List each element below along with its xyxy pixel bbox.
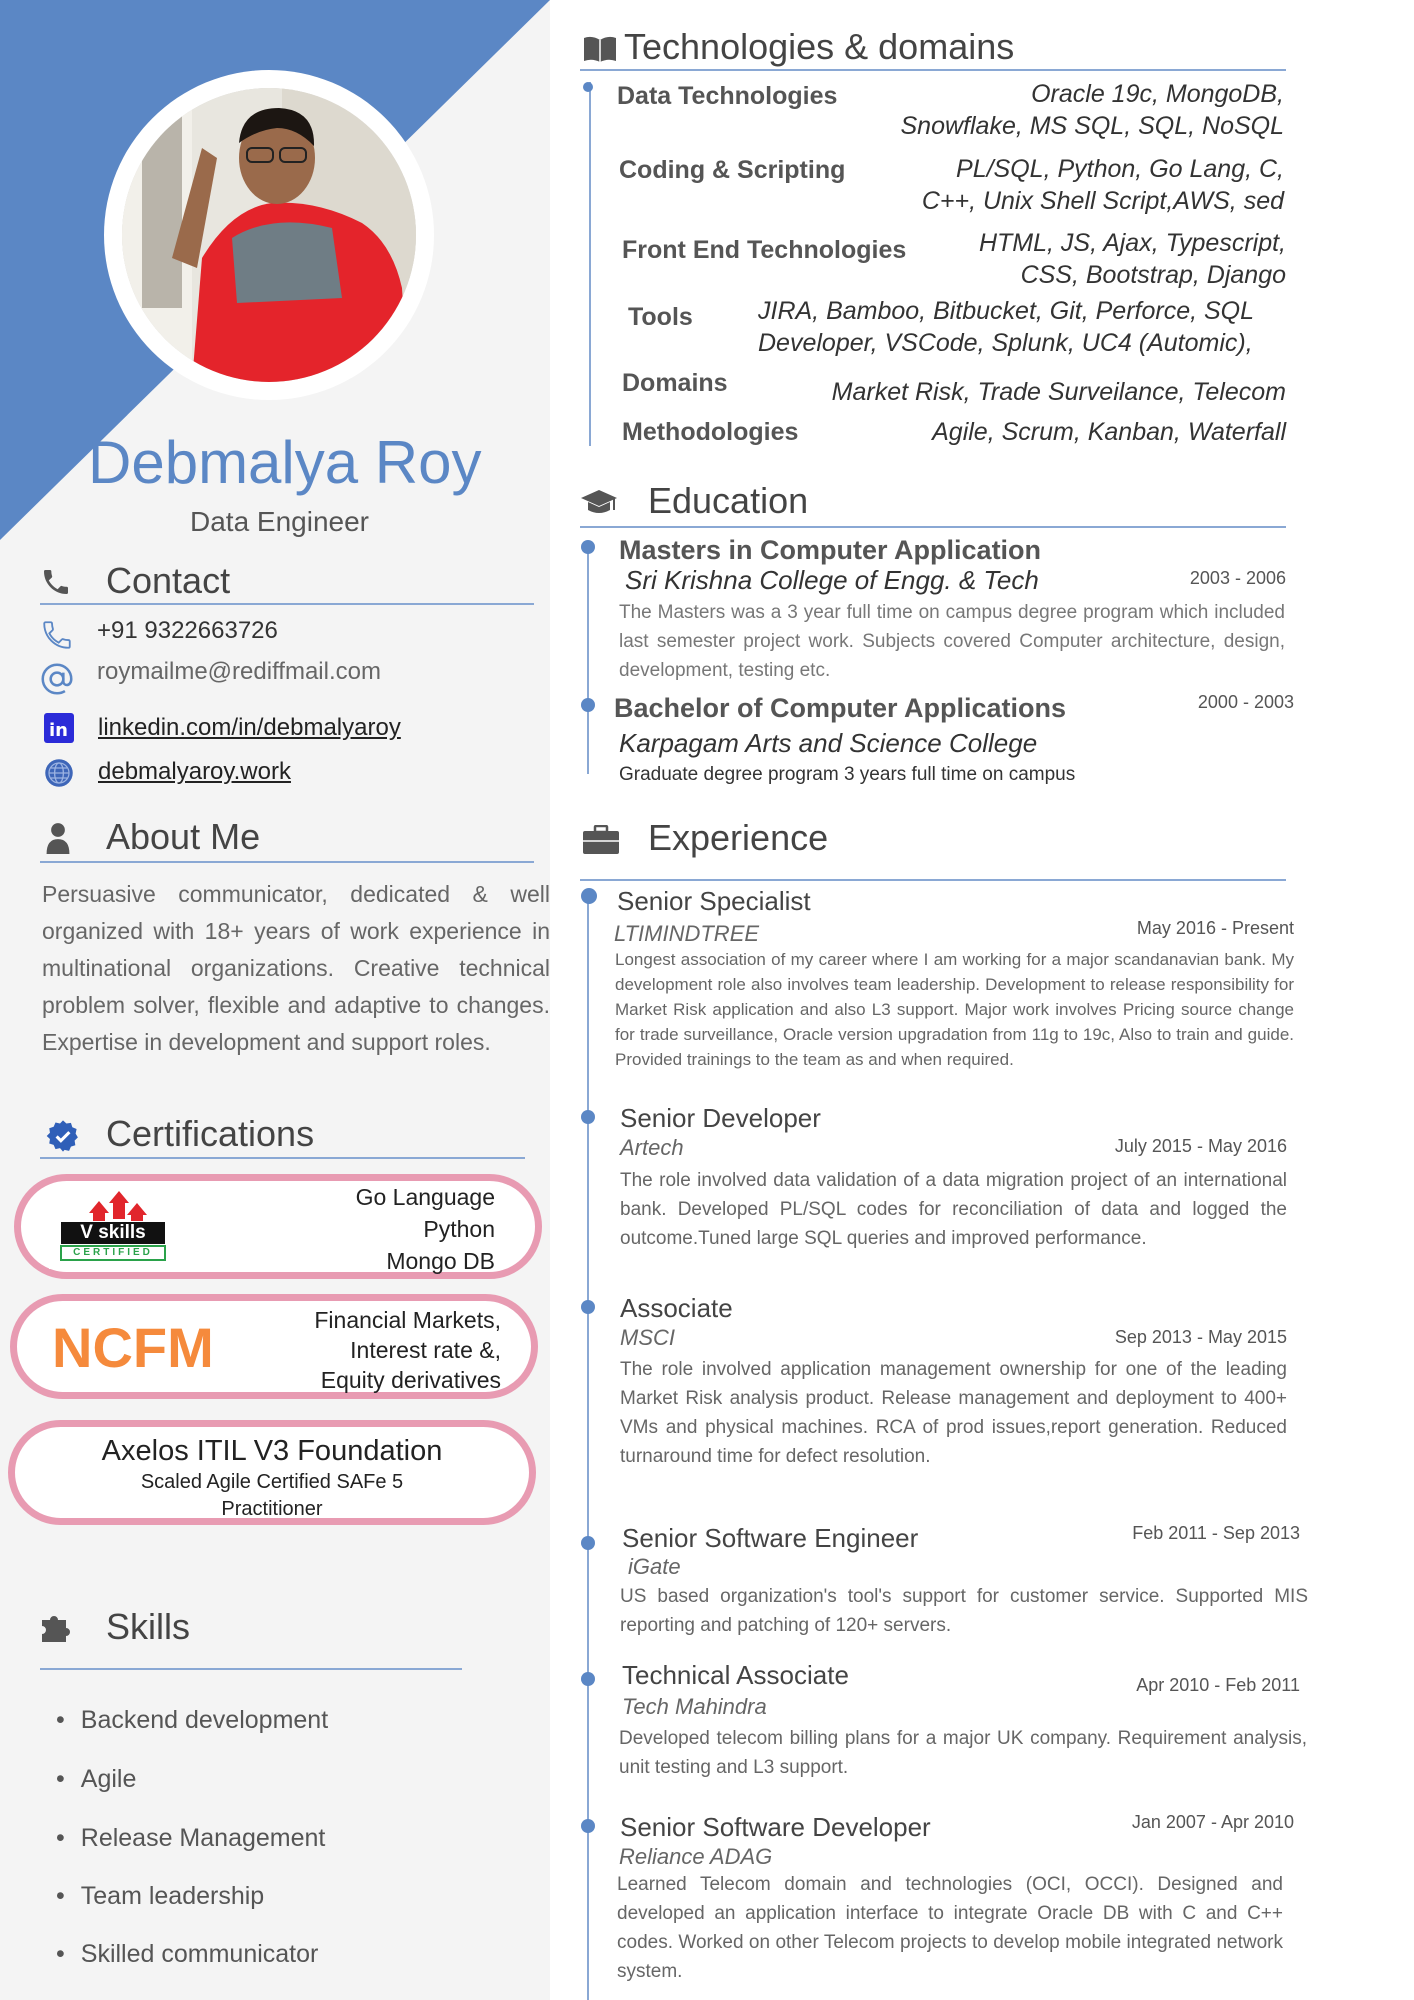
job-description: US based organization's tool's support for customer service. Supported MIS reporting and patching of 120+ servers.	[620, 1586, 1308, 1636]
contact-title: Contact	[106, 560, 231, 601]
linkedin-link[interactable]: linkedin.com/in/debmalyaroy	[98, 714, 401, 741]
education-title: Education	[648, 480, 809, 521]
job-dates: Apr 2010 - Feb 2011	[1136, 1675, 1300, 1695]
job-dates: Sep 2013 - May 2015	[1114, 1327, 1287, 1347]
timeline-dot	[581, 1819, 595, 1833]
tech-value	[922, 153, 1284, 217]
job-dates: Feb 2011 - Sep 2013	[1132, 1523, 1300, 1543]
tech-value: Agile, Scrum, Kanban, Waterfall	[932, 418, 1286, 446]
skill-item: • Release Management	[56, 1824, 325, 1853]
certifications-title: Certifications	[106, 1113, 315, 1154]
experience-divider	[580, 879, 1286, 881]
edu-description: Graduate degree program 3 years full time on campus	[619, 764, 1076, 785]
certifications-divider	[40, 1157, 525, 1159]
cert-line: Python	[423, 1216, 495, 1242]
about-title: About Me	[106, 816, 261, 857]
edu-dates: 2003 - 2006	[1189, 568, 1286, 588]
job-dates: May 2016 - Present	[1136, 918, 1294, 938]
edu-description: The Masters was a 3 year full time on campus degree program which included last semester project work. Subjects covered Computer architecture, design, development, testing etc.	[619, 602, 1285, 681]
tech-value-line: Developer, VSCode, Splunk, UC4 (Automic),	[758, 329, 1253, 357]
experience-timeline	[587, 896, 589, 2000]
skill-item: • Backend development	[56, 1706, 328, 1735]
edu-school: Sri Krishna College of Engg. & Tech	[625, 565, 1039, 595]
phone-outline-icon	[40, 618, 74, 652]
timeline-dot	[581, 1536, 595, 1550]
tech-value-line: Oracle 19c, MongoDB,	[1031, 80, 1284, 108]
cert-line: Go Language	[355, 1184, 495, 1210]
ncfm-logo: NCFM	[52, 1316, 214, 1379]
job-dates: July 2015 - May 2016	[1114, 1136, 1287, 1156]
tech-label: Tools	[628, 303, 693, 331]
job-company: iGate	[628, 1554, 681, 1579]
tech-label: Methodologies	[622, 418, 799, 446]
about-text: Persuasive communicator, dedicated & well organized with 18+ years of work experience in multinational organizations. Creative technical problem solver, flexible and adaptive to changes. Expertise in development and support roles.	[42, 881, 550, 1055]
person-role: Data Engineer	[190, 506, 370, 537]
timeline-dot	[581, 1110, 595, 1124]
skills-divider	[40, 1668, 462, 1670]
technologies-title: Technologies & domains	[624, 26, 1015, 67]
tech-value-line: JIRA, Bamboo, Bitbucket, Git, Perforce, SQL	[758, 297, 1255, 325]
education-divider	[580, 526, 1286, 528]
linkedin-icon	[44, 713, 74, 743]
job-company: Reliance ADAG	[619, 1844, 773, 1869]
job-description: Developed telecom billing plans for a major UK company. Requirement analysis, unit testing and L3 support.	[619, 1728, 1307, 1778]
edu-degree: Bachelor of Computer Applications	[614, 693, 1067, 723]
cert-vskills-lines	[356, 1181, 495, 1277]
job-title: Associate	[620, 1293, 733, 1323]
svg-text:in: in	[49, 720, 68, 741]
email-at-icon	[38, 660, 76, 698]
tech-value-line: C++, Unix Shell Script,AWS, sed	[921, 187, 1284, 215]
skill-item: • Skilled communicator	[56, 1940, 318, 1969]
cert-line: Financial Markets,	[314, 1307, 501, 1333]
tech-value-line: HTML, JS, Ajax, Typescript,	[978, 229, 1286, 257]
tech-label: Front End Technologies	[622, 236, 907, 264]
tech-value	[758, 295, 1254, 359]
job-company: MSCI	[620, 1325, 675, 1350]
timeline-dot	[581, 888, 597, 904]
job-company: Tech Mahindra	[622, 1694, 767, 1719]
job-title: Technical Associate	[622, 1660, 849, 1690]
tech-value	[901, 78, 1285, 142]
timeline-dot	[581, 1300, 595, 1314]
tech-value-line: CSS, Bootstrap, Django	[1020, 261, 1286, 289]
book-icon	[582, 35, 618, 63]
cert-safe-line-2: Practitioner	[221, 1498, 323, 1520]
job-description: The role involved data validation of a data migration project of an international bank. Developed PL/SQL codes for reconciliation of data and logged the outcome.Tuned large SQL queries and improved performance.	[620, 1170, 1287, 1249]
technologies-divider	[580, 69, 1286, 71]
skill-item: • Team leadership	[56, 1882, 264, 1911]
globe-icon	[44, 758, 74, 788]
tech-value	[979, 227, 1286, 291]
vskills-logo-subtext: CERTIFIED	[73, 1247, 153, 1258]
job-description: The role involved application management ownership for one of the leading Market Risk analysis product. Release management and deployment to 400+ VMs and physical machines. RCA of prod issues,report generation. Reduced turnaround time for defect resolution.	[620, 1359, 1287, 1467]
cert-card-axelos	[8, 1420, 536, 1525]
tech-label: Coding & Scripting	[619, 156, 846, 184]
skill-item: • Agile	[56, 1765, 136, 1794]
timeline-dot	[581, 1672, 595, 1686]
job-dates: Jan 2007 - Apr 2010	[1131, 1812, 1294, 1832]
phone-icon	[40, 566, 72, 598]
cert-line: Mongo DB	[386, 1248, 495, 1274]
job-title: Senior Specialist	[617, 886, 811, 916]
technologies-timeline	[589, 82, 591, 446]
tech-value-line: Snowflake, MS SQL, SQL, NoSQL	[900, 112, 1284, 140]
timeline-dot	[581, 698, 595, 712]
vskills-logo	[49, 1189, 175, 1269]
edu-school: Karpagam Arts and Science College	[619, 728, 1038, 758]
job-company: Artech	[620, 1135, 684, 1160]
cert-safe-line: Scaled Agile Certified SAFe 5	[140, 1471, 404, 1493]
tech-label: Domains	[622, 369, 728, 397]
puzzle-icon	[40, 1614, 80, 1642]
cert-line: Equity derivatives	[320, 1367, 501, 1393]
job-description: Learned Telecom domain and technologies (OCI, OCCI). Designed and developed an application interface to integrate Oracle DB with C and C++ codes. Worked on other Telecom projects to develop mobile integrated network system.	[617, 1874, 1283, 1982]
tech-value-line: PL/SQL, Python, Go Lang, C,	[956, 155, 1284, 183]
about-divider	[40, 861, 534, 863]
edu-degree: Masters in Computer Application	[619, 535, 1042, 565]
person-icon	[44, 822, 72, 854]
person-name: Debmalya Roy	[88, 429, 482, 496]
contact-divider	[40, 603, 534, 605]
cert-card-ncfm	[10, 1294, 538, 1399]
tech-label: Data Technologies	[617, 82, 838, 110]
cert-ncfm-lines	[314, 1305, 501, 1395]
tech-value: Market Risk, Trade Surveilance, Telecom	[831, 378, 1286, 406]
education-timeline	[587, 546, 589, 774]
experience-title: Experience	[648, 817, 829, 858]
job-title: Senior Software Developer	[620, 1812, 931, 1842]
edu-dates: 2000 - 2003	[1197, 692, 1294, 712]
job-company: LTIMINDTREE	[614, 921, 760, 946]
skills-title: Skills	[106, 1606, 191, 1647]
job-title: Senior Developer	[620, 1103, 821, 1133]
graduation-cap-icon	[580, 488, 618, 518]
verified-badge-icon	[46, 1119, 80, 1153]
job-description: Longest association of my career where I am working for a major scandanavian bank. My development role also involves team leadership. Development to release responsibility for Market Risk application and also L3 support. Major work involves Pricing source change for trade surveillance, Oracle version upgradation from 11g to 19c, Also to train and guide. Provided trainings to the team as and when required.	[615, 950, 1294, 1069]
cert-card-vskills	[14, 1174, 542, 1279]
website-link[interactable]: debmalyaroy.work	[98, 758, 291, 785]
briefcase-icon	[582, 825, 620, 855]
timeline-dot	[581, 540, 595, 554]
timeline-dot	[583, 82, 593, 92]
vskills-logo-text: V skills	[80, 1222, 146, 1243]
cert-line: Interest rate &,	[350, 1337, 501, 1363]
profile-photo	[122, 88, 416, 382]
contact-email[interactable]: roymailme@rediffmail.com	[97, 658, 381, 685]
job-title: Senior Software Engineer	[622, 1523, 919, 1553]
cert-axelos-title: Axelos ITIL V3 Foundation	[101, 1435, 443, 1467]
contact-phone[interactable]: +91 9322663726	[97, 617, 278, 644]
